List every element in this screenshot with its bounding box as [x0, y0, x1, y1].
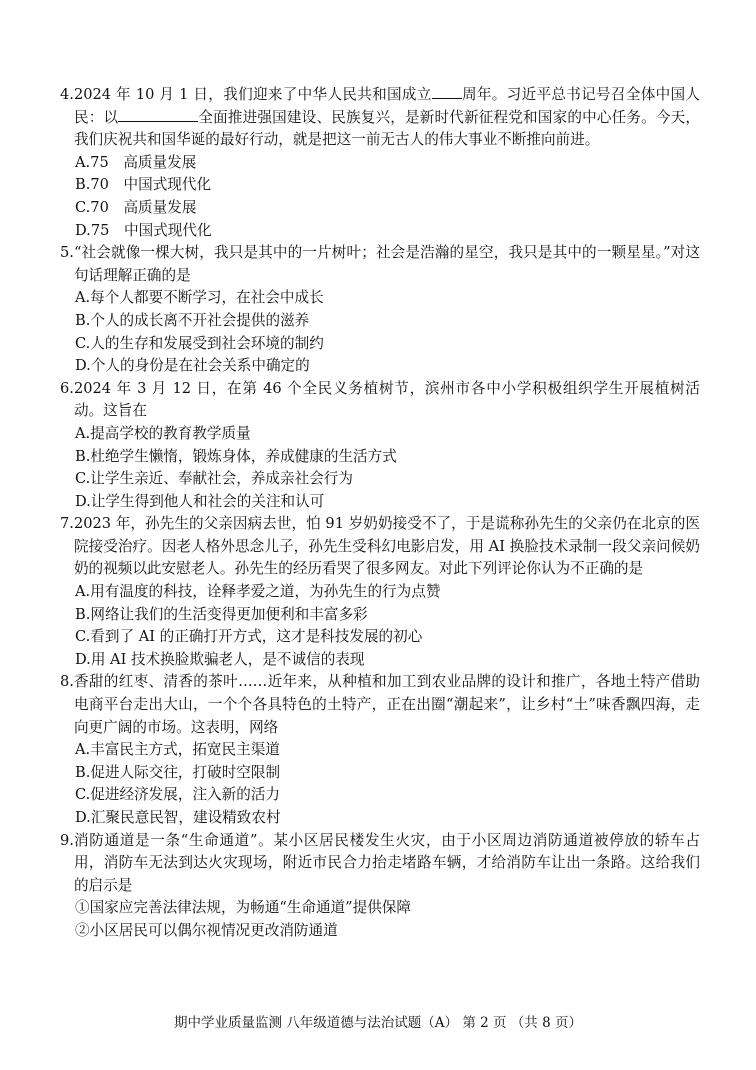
- option-b: B.杜绝学生懒惰，锻炼身体，养成健康的生活方式: [75, 447, 397, 465]
- question-number: 9.: [60, 831, 74, 849]
- option-c: C.促进经济发展，注入新的活力: [75, 786, 281, 804]
- option-a: A.用有温度的科技，诠释孝爱之道，为孙先生的行为点赞: [75, 583, 441, 601]
- statement-2: ②小区居民可以偶尔视情况更改消防通道: [75, 921, 338, 939]
- question-text: 香甜的红枣、清香的茶叶……近年来，从种植和加工到农业品牌的设计和推广，各地土特产借助电商平台走出大山，一个个各具特色的土特产，正在出圈“潮起来”，让乡村“土”味香飘四海，走向更广阔的市场。这表明，网络: [73, 673, 700, 736]
- question-number: 8.: [60, 673, 74, 691]
- question-text: “社会就像一棵大树，我只是其中的一片树叶；社会是浩瀚的星空，我只是其中的一颗星星。”对这句话理解正确的是: [73, 244, 700, 284]
- option-c: C.70 高质量发展: [75, 198, 197, 216]
- question-stem: [60, 84, 700, 152]
- question-4: [60, 84, 700, 242]
- option-a: A.丰富民主方式，拓宽民主渠道: [75, 741, 280, 759]
- question-text: 2023 年，孙先生的父亲因病去世，怕 91 岁奶奶接受不了，于是谎称孙先生的父亲仍在北京的医院接受治疗。因老人格外思念儿子，孙先生受科幻电影启发，用 AI 换脸技术录制一段父亲问候奶奶的视频以此安慰老人。孙先生的经历看哭了很多网友。对此下列评论你认为不正确的是: [73, 515, 700, 578]
- option-b: B.70 中国式现代化: [75, 176, 212, 194]
- option-b: B.网络让我们的生活变得更加便利和丰富多彩: [75, 605, 368, 623]
- question-number: 7.: [60, 515, 74, 533]
- stem-part-1: 2024 年 10 月 1 日，我们迎来了中华人民共和国成立: [73, 86, 432, 103]
- question-text: 消防通道是一条“生命通道”。某小区居民楼发生火灾，由于小区周边消防通道被停放的轿车占用，消防车无法到达火灾现场，附近市民合力抬走堵路车辆，才给消防车让出一条路。这给我们的启示是: [73, 831, 700, 894]
- option-b: B.个人的成长离不开社会提供的滋养: [75, 311, 310, 329]
- question-number: 5.: [60, 244, 74, 262]
- option-a: A.提高学校的教育教学质量: [75, 424, 251, 442]
- answer-blank-2: [118, 107, 198, 122]
- question-9: [60, 830, 700, 943]
- question-stem: [60, 830, 700, 898]
- option-d: D.个人的身份是在社会关系中确定的: [75, 357, 310, 375]
- option-a: A.每个人都要不断学习，在社会中成长: [75, 289, 324, 307]
- answer-blank-1: [432, 84, 462, 99]
- statement-1: ①国家应完善法律法规，为畅通“生命通道”提供保障: [75, 899, 411, 917]
- option-a: A.75 高质量发展: [75, 153, 197, 171]
- question-stem: [60, 513, 700, 581]
- option-d: D.用 AI 技术换脸欺骗老人，是不诚信的表现: [75, 650, 365, 668]
- question-stem: [60, 378, 700, 423]
- option-c: C.人的生存和发展受到社会环境的制约: [75, 334, 324, 352]
- option-d: D.汇聚民意民智，建设精致农村: [75, 809, 281, 826]
- page-footer: 期中学业质量监测 八年级道德与法治试题（A） 第 2 页 （共 8 页）: [174, 1015, 582, 1031]
- question-text: [74, 84, 700, 152]
- question-8: [60, 671, 700, 829]
- question-list: [60, 84, 700, 943]
- option-b: B.促进人际交往，打破时空限制: [75, 763, 281, 781]
- question-number: 6.: [60, 379, 74, 397]
- question-5: [60, 242, 700, 378]
- question-number: 4.: [60, 86, 74, 103]
- option-d: D.让学生得到他人和社会的关注和认可: [75, 492, 325, 510]
- question-6: [60, 378, 700, 514]
- stem-part-3: 全面推进强国建设、民族复兴，是新时代新征程党和国家的中心任务。今天，我们庆祝共和国华诞的最好行动，就是把这一前无古人的伟大事业不断推向前进。: [73, 108, 700, 149]
- option-d: D.75 中国式现代化: [75, 221, 212, 239]
- option-c: C.让学生亲近、奉献社会，养成亲社会行为: [75, 470, 353, 488]
- question-text: 2024 年 3 月 12 日，在第 46 个全民义务植树节，滨州市各中小学积极组织学生开展植树活动。这旨在: [73, 379, 700, 420]
- stem-part-2: 周年。习近平总书记号召全体中国人民：以: [73, 86, 700, 126]
- question-stem: [60, 242, 700, 287]
- option-c: C.看到了 AI 的正确打开方式，这才是科技发展的初心: [75, 628, 423, 646]
- question-7: [60, 513, 700, 671]
- question-stem: [60, 671, 700, 739]
